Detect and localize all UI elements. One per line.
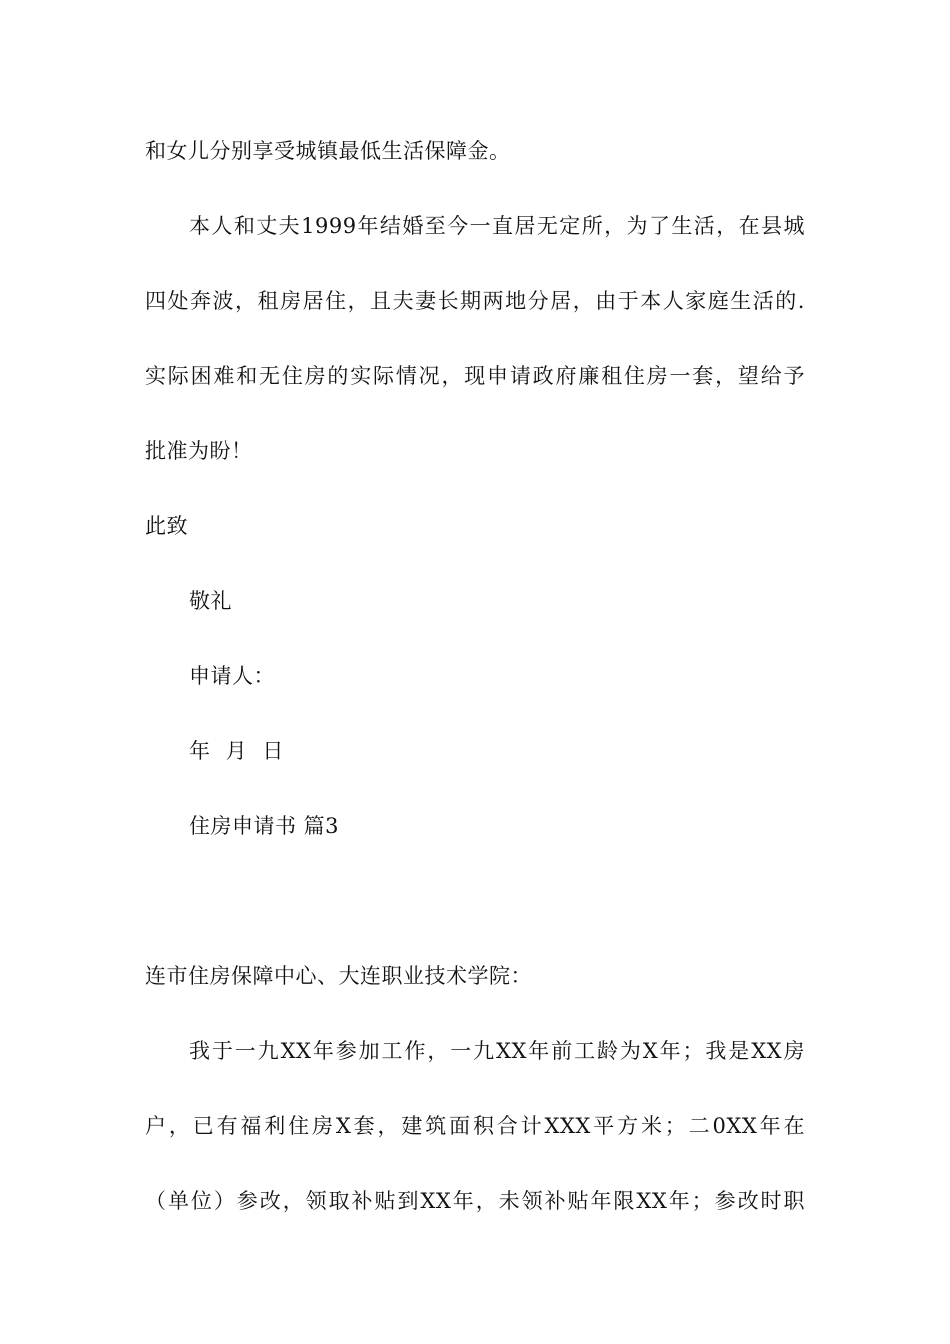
text-line: 我于一九XX年参加工作，一九XX年前工龄为X年；我是XX房	[189, 1039, 805, 1063]
text-line: 户，已有福利住房X套，建筑面积合计XXX平方米；二0XX年在	[145, 1114, 805, 1138]
text-line: 和女儿分别享受城镇最低生活保障金。	[145, 139, 511, 163]
section-title: 住房申请书 篇3	[189, 814, 340, 838]
salutation: 此致	[145, 514, 188, 538]
text-line: 实际困难和无住房的实际情况，现申请政府廉租住房一套，望给予	[145, 364, 805, 388]
text-line: 本人和丈夫1999年结婚至今一直居无定所，为了生活，在县城	[189, 214, 805, 238]
text-line: 四处奔波，租房居住，且夫妻长期两地分居，由于本人家庭生活的.	[145, 289, 805, 313]
text-line: 批准为盼！	[145, 439, 253, 463]
date-label: 年 月 日	[189, 739, 284, 763]
recipient-line: 连市住房保障中心、大连职业技术学院：	[145, 964, 532, 988]
applicant-label: 申请人：	[189, 664, 275, 688]
closing: 敬礼	[189, 589, 232, 613]
text-line: （单位）参改，领取补贴到XX年，未领补贴年限XX年；参改时职	[145, 1189, 805, 1213]
